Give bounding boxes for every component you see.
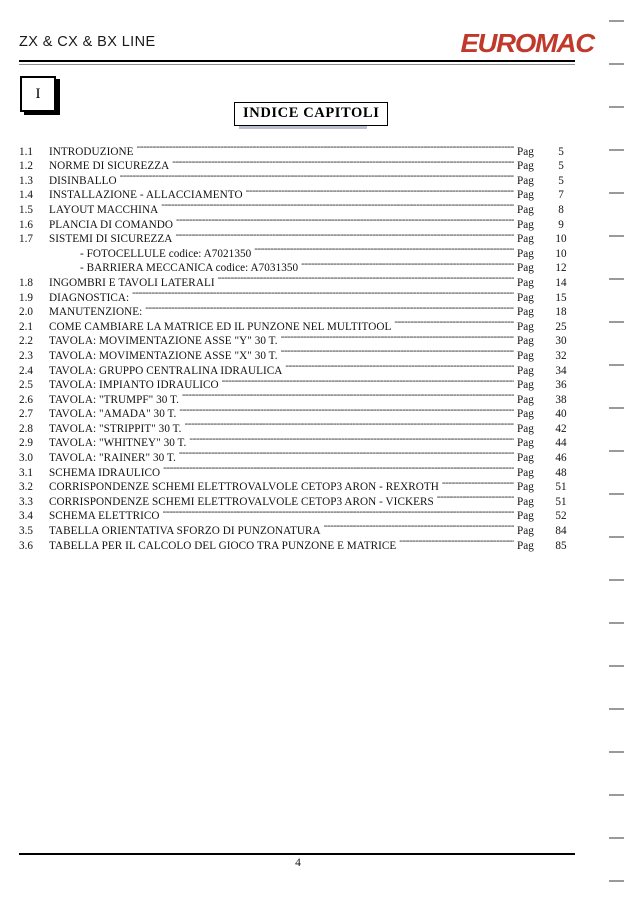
toc-page-prefix: Pag: [517, 160, 534, 173]
toc-page-number: 25: [555, 320, 567, 333]
toc-page-number: 12: [555, 262, 567, 275]
chapter-marker-label: I: [20, 76, 56, 112]
toc-page-number: 85: [555, 539, 567, 552]
margin-tick: [609, 794, 624, 796]
toc-entry-label: INGOMBRI E TAVOLI LATERALI: [49, 276, 215, 289]
toc-entry-number: 2.2: [19, 335, 33, 348]
toc-page-prefix: Pag: [517, 247, 534, 260]
toc-entry-label: MANUTENZIONE:: [49, 306, 143, 319]
toc-entry-number: 2.0: [19, 306, 33, 319]
toc-page-prefix: Pag: [517, 189, 534, 202]
toc-leader-dots: [442, 476, 514, 491]
toc-leader-dots: [145, 301, 514, 316]
toc-page-number: 38: [555, 393, 567, 406]
toc-entry-label: DIAGNOSTICA:: [49, 291, 130, 304]
toc-entry-number: 2.8: [19, 422, 33, 435]
toc-entry-label: TAVOLA: "TRUMPF" 30 T.: [49, 393, 179, 406]
page-header: [0, 28, 636, 64]
toc-leader-dots: [176, 213, 514, 228]
toc-page-number: 18: [555, 306, 567, 319]
toc-page-prefix: Pag: [517, 510, 534, 523]
toc-page-prefix: Pag: [517, 203, 534, 216]
toc-page-prefix: Pag: [517, 262, 534, 275]
toc-entry-number: 1.8: [19, 276, 33, 289]
table-of-contents: [19, 140, 575, 552]
toc-page-prefix: Pag: [517, 320, 534, 333]
toc-page-number: 51: [555, 481, 567, 494]
toc-entry-label: TAVOLA: "WHITNEY" 30 T.: [49, 437, 187, 450]
margin-tick: [609, 192, 624, 194]
toc-entry-label: TAVOLA: IMPIANTO IDRAULICO: [49, 379, 219, 392]
toc-entry-number: 2.4: [19, 364, 33, 377]
toc-entry-label: TAVOLA: "STRIPPIT" 30 T.: [49, 422, 182, 435]
margin-tick: [609, 665, 624, 667]
toc-entry-label: TABELLA ORIENTATIVA SFORZO DI PUNZONATURA: [49, 525, 321, 538]
toc-entry-number: 2.1: [19, 320, 33, 333]
toc-entry-label: TAVOLA: MOVIMENTAZIONE ASSE "Y" 30 T.: [49, 335, 278, 348]
toc-page-number: 42: [555, 422, 567, 435]
toc-entry-label: TABELLA PER IL CALCOLO DEL GIOCO TRA PUNZONE E MATRICE: [49, 539, 397, 552]
toc-page-prefix: Pag: [517, 291, 534, 304]
toc-leader-dots: [185, 417, 514, 432]
toc-entry-number: 1.5: [19, 203, 33, 216]
toc-leader-dots: [218, 271, 514, 286]
toc-page-prefix: Pag: [517, 422, 534, 435]
toc-leader-dots: [246, 184, 514, 199]
toc-entry-label: LAYOUT MACCHINA: [49, 203, 159, 216]
margin-tick: [609, 536, 624, 538]
margin-tick: [609, 880, 624, 882]
toc-leader-dots: [179, 403, 514, 418]
margin-tick: [609, 278, 624, 280]
toc-entry-label: TAVOLA: GRUPPO CENTRALINA IDRAULICA: [49, 364, 283, 377]
margin-tick: [609, 837, 624, 839]
toc-entry-number: 1.2: [19, 160, 33, 173]
toc-page-number: 51: [555, 495, 567, 508]
toc-page-number: 5: [558, 160, 564, 173]
toc-page-number: 36: [555, 379, 567, 392]
toc-entry-number: 3.3: [19, 495, 33, 508]
toc-page-prefix: Pag: [517, 437, 534, 450]
toc-page-prefix: Pag: [517, 145, 534, 158]
toc-entry-label: SCHEMA ELETTRICO: [49, 510, 160, 523]
header-rule-thin: [19, 64, 575, 65]
toc-leader-dots: [399, 534, 514, 549]
toc-entry-number: 2.9: [19, 437, 33, 450]
toc-entry-label: SISTEMI DI SICUREZZA: [49, 233, 173, 246]
toc-page-prefix: Pag: [517, 481, 534, 494]
toc-page-prefix: Pag: [517, 233, 534, 246]
toc-page-number: 30: [555, 335, 567, 348]
toc-page-number: 44: [555, 437, 567, 450]
toc-page-number: 34: [555, 364, 567, 377]
toc-page-prefix: Pag: [517, 466, 534, 479]
toc-entry-number: 2.6: [19, 393, 33, 406]
toc-page-prefix: Pag: [517, 306, 534, 319]
margin-tick: [609, 493, 624, 495]
toc-page-prefix: Pag: [517, 349, 534, 362]
toc-page-number: 52: [555, 510, 567, 523]
toc-page-prefix: Pag: [517, 174, 534, 187]
toc-page-number: 5: [558, 174, 564, 187]
toc-entry-label: - BARRIERA MECCANICA codice: A7031350: [80, 262, 299, 275]
page-title-label: INDICE CAPITOLI: [234, 102, 388, 126]
margin-tick: [609, 63, 624, 65]
margin-tick: [609, 751, 624, 753]
toc-page-number: 46: [555, 452, 567, 465]
toc-leader-dots: [163, 505, 515, 520]
toc-entry-label: COME CAMBIARE LA MATRICE ED IL PUNZONE NEL MULTITOOL: [49, 320, 392, 333]
toc-entry-label: TAVOLA: MOVIMENTAZIONE ASSE "X" 30 T.: [49, 349, 278, 362]
toc-entry-number: 3.6: [19, 539, 33, 552]
toc-page-number: 7: [558, 189, 564, 202]
toc-entry[interactable]: [19, 140, 575, 158]
margin-tick: [609, 364, 624, 366]
header-rule-thick: [19, 60, 575, 62]
toc-leader-dots: [161, 198, 514, 213]
toc-page-prefix: Pag: [517, 364, 534, 377]
toc-entry-number: 2.7: [19, 408, 33, 421]
toc-leader-dots: [137, 140, 515, 155]
margin-tick: [609, 106, 624, 108]
toc-leader-dots: [285, 359, 514, 374]
toc-entry-number: 1.7: [19, 233, 33, 246]
toc-page-prefix: Pag: [517, 335, 534, 348]
toc-leader-dots: [175, 228, 514, 243]
margin-tick: [609, 622, 624, 624]
toc-entry-label: TAVOLA: "AMADA" 30 T.: [49, 408, 177, 421]
toc-entry-number: 2.5: [19, 379, 33, 392]
toc-entry-label: DISINBALLO: [49, 174, 117, 187]
toc-leader-dots: [132, 286, 514, 301]
toc-page-number: 9: [558, 218, 564, 231]
toc-page-prefix: Pag: [517, 408, 534, 421]
margin-tick: [609, 235, 624, 237]
toc-page-prefix: Pag: [517, 495, 534, 508]
toc-page-prefix: Pag: [517, 452, 534, 465]
toc-entry-label: SCHEMA IDRAULICO: [49, 466, 161, 479]
toc-entry-number: 1.9: [19, 291, 33, 304]
toc-leader-dots: [254, 242, 514, 257]
toc-entry-number: 2.3: [19, 349, 33, 362]
toc-entry-number: 3.0: [19, 452, 33, 465]
toc-leader-dots: [222, 374, 514, 389]
toc-entry-number: 1.3: [19, 174, 33, 187]
toc-page-prefix: Pag: [517, 539, 534, 552]
toc-leader-dots: [182, 388, 514, 403]
toc-page-prefix: Pag: [517, 393, 534, 406]
toc-leader-dots: [189, 432, 514, 447]
toc-entry-label: INSTALLAZIONE - ALLACCIAMENTO: [49, 189, 243, 202]
toc-entry-number: 3.2: [19, 481, 33, 494]
toc-entry-label: CORRISPONDENZE SCHEMI ELETTROVALVOLE CETOP3 ARON - REXROTH: [49, 481, 439, 494]
toc-page-prefix: Pag: [517, 276, 534, 289]
margin-tick: [609, 579, 624, 581]
toc-entry-label: PLANCIA DI COMANDO: [49, 218, 173, 231]
margin-tick: [609, 321, 624, 323]
toc-page-number: 8: [558, 203, 564, 216]
toc-leader-dots: [172, 155, 514, 170]
chapter-marker: [20, 76, 56, 112]
toc-page-number: 10: [555, 247, 567, 260]
toc-page-prefix: Pag: [517, 379, 534, 392]
toc-entry-label: NORME DI SICUREZZA: [49, 160, 170, 173]
toc-page-number: 40: [555, 408, 567, 421]
toc-entry-label: INTRODUZIONE: [49, 145, 134, 158]
euromac-logo: EUROMAC: [460, 28, 594, 58]
toc-page-number: 10: [555, 233, 567, 246]
toc-leader-dots: [163, 461, 514, 476]
toc-page-number: 5: [558, 145, 564, 158]
toc-leader-dots: [179, 446, 514, 461]
toc-page-prefix: Pag: [517, 218, 534, 231]
toc-entry-number: 1.4: [19, 189, 33, 202]
toc-leader-dots: [281, 330, 514, 345]
toc-page-number: 48: [555, 466, 567, 479]
toc-entry-number: 3.1: [19, 466, 33, 479]
margin-tick: [609, 20, 624, 22]
toc-leader-dots: [324, 519, 514, 534]
toc-page-number: 32: [555, 349, 567, 362]
toc-entry-label: - FOTOCELLULE codice: A7021350: [80, 247, 252, 260]
toc-entry-number: 3.4: [19, 510, 33, 523]
header-product-line: ZX & CX & BX LINE: [19, 34, 156, 50]
toc-leader-dots: [301, 257, 514, 272]
toc-page-number: 84: [555, 525, 567, 538]
margin-tick: [609, 407, 624, 409]
toc-leader-dots: [437, 490, 514, 505]
toc-page-number: 14: [555, 276, 567, 289]
margin-tick: [609, 450, 624, 452]
toc-leader-dots: [120, 169, 514, 184]
toc-leader-dots: [394, 315, 514, 330]
toc-entry-number: 1.1: [19, 145, 33, 158]
toc-page-prefix: Pag: [517, 525, 534, 538]
margin-tick: [609, 708, 624, 710]
toc-entry-number: 1.6: [19, 218, 33, 231]
footer-page-number: 4: [295, 857, 301, 869]
toc-leader-dots: [281, 344, 514, 359]
toc-page-number: 15: [555, 291, 567, 304]
toc-entry-label: CORRISPONDENZE SCHEMI ELETTROVALVOLE CETOP3 ARON - VICKERS: [49, 495, 434, 508]
page-title: [234, 102, 380, 126]
toc-entry-label: TAVOLA: "RAINER" 30 T.: [49, 452, 176, 465]
footer-rule: [19, 853, 575, 855]
margin-tick: [609, 149, 624, 151]
toc-entry-number: 3.5: [19, 525, 33, 538]
